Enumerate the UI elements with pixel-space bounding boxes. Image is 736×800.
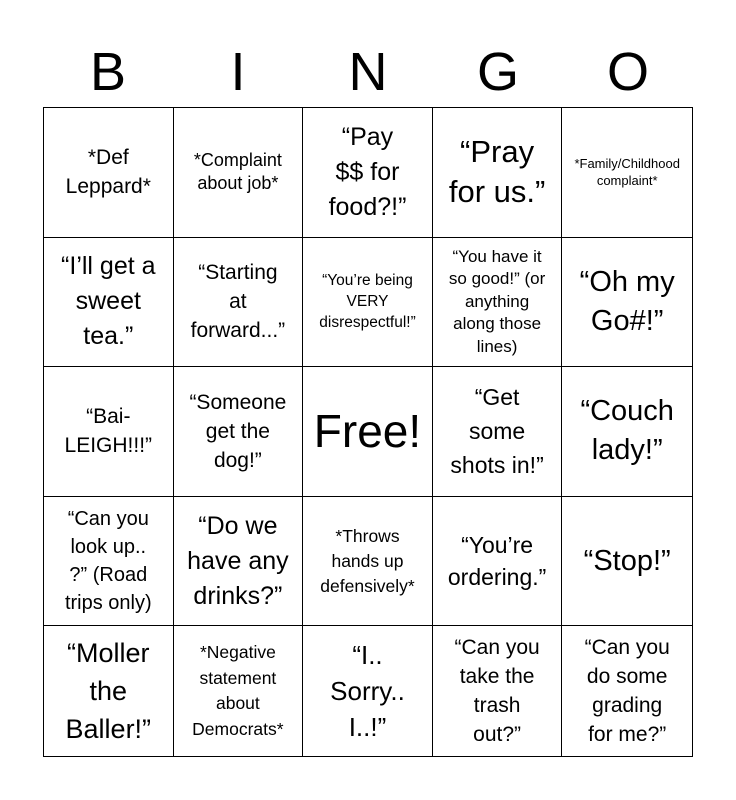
bingo-cell[interactable] <box>174 238 304 368</box>
bingo-cell[interactable] <box>562 108 692 238</box>
cell-text: *Throws hands up defensively* <box>320 525 415 596</box>
cell-text: “Can you look up.. ?” (Road trips only) <box>64 508 152 615</box>
bingo-cell[interactable] <box>303 238 433 368</box>
cell-text: “Can you take the trash out?” <box>454 636 540 747</box>
cell-text: “I’ll get a sweet tea.” <box>61 252 156 351</box>
header-letter-b: B <box>89 42 127 102</box>
cell-text: “You have it so good!” (or anything along those lines) <box>448 246 546 356</box>
cell-text: *Family/Childhood complaint* <box>574 156 680 189</box>
bingo-cell[interactable] <box>433 238 563 368</box>
cell-text: *Negative statement about Democrats* <box>192 642 284 739</box>
cell-text: “Can you do some grading for me?” <box>584 636 670 747</box>
cell-text: “You’re ordering.” <box>447 532 547 591</box>
cell-text: *Def Leppard* <box>65 146 151 199</box>
bingo-cell[interactable] <box>303 626 433 756</box>
cell-text: “Oh my Go#!” <box>579 265 675 337</box>
bingo-cell[interactable] <box>44 108 174 238</box>
free-space-cell[interactable] <box>303 367 433 497</box>
cell-text: “Starting at forward...” <box>190 261 286 343</box>
cell-text: *Complaint about job* <box>193 150 282 194</box>
bingo-cell[interactable] <box>303 108 433 238</box>
bingo-cell[interactable] <box>303 497 433 627</box>
bingo-cell[interactable] <box>44 497 174 627</box>
cell-text: “Stop!” <box>583 544 671 577</box>
cell-text: “Couch lady!” <box>580 395 674 467</box>
header-letter-i: I <box>230 42 246 102</box>
bingo-cell[interactable] <box>174 626 304 756</box>
bingo-cell[interactable] <box>433 367 563 497</box>
bingo-cell[interactable] <box>562 497 692 627</box>
cell-text: “I.. Sorry.. I..!” <box>330 640 405 743</box>
header-letter-o: O <box>606 42 649 102</box>
cell-text: “You’re being VERY disrespectful!” <box>319 272 416 332</box>
cell-text: “Pay $$ for food?!” <box>328 122 407 221</box>
bingo-cell[interactable] <box>174 367 304 497</box>
bingo-cell[interactable] <box>562 367 692 497</box>
cell-text: “Get some shots in!” <box>450 384 544 479</box>
bingo-cell[interactable] <box>562 238 692 368</box>
cell-text: “Someone get the dog!” <box>189 390 287 472</box>
cell-text: “Pray for us.” <box>448 134 546 210</box>
bingo-cell[interactable] <box>433 108 563 238</box>
bingo-cell[interactable] <box>44 238 174 368</box>
bingo-cell[interactable] <box>433 626 563 756</box>
bingo-cell[interactable] <box>44 626 174 756</box>
bingo-cell[interactable] <box>433 497 563 627</box>
cell-text: “Moller the Baller!” <box>65 638 152 745</box>
header-letter-n: N <box>348 42 388 102</box>
bingo-cell[interactable] <box>562 626 692 756</box>
bingo-header <box>43 40 693 104</box>
cell-text: “Do we have any drinks?” <box>187 511 289 610</box>
cell-text: “Bai- LEIGH!!!” <box>64 405 153 458</box>
free-space-label: Free! <box>313 405 422 458</box>
bingo-board <box>43 107 693 757</box>
header-letter-g: G <box>476 42 519 102</box>
bingo-cell[interactable] <box>44 367 174 497</box>
bingo-cell[interactable] <box>174 108 304 238</box>
bingo-cell[interactable] <box>174 497 304 627</box>
